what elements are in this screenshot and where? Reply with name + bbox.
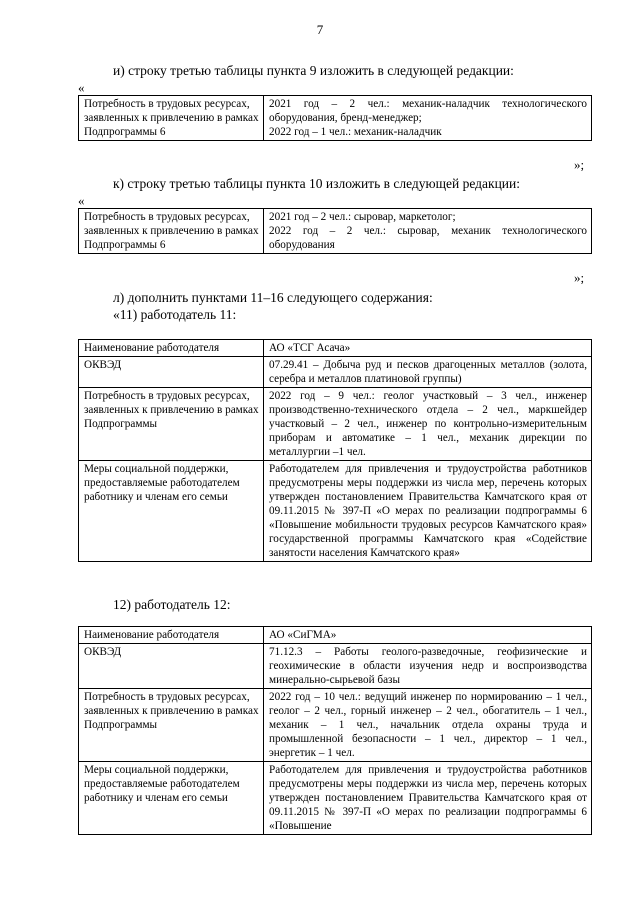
page-number: 7 bbox=[316, 22, 324, 37]
table-cell-value: 2022 год – 9 чел.: геолог участковый – 3 чел., инженер производственно-технического отдела – 2 чел., маркшейдер участковый – 2 чел., инженер по контрольно-измерительным приборам и автоматике – 1 чел., механик дирекции по металлургии –1 чел. bbox=[264, 388, 592, 461]
table-row bbox=[79, 689, 592, 762]
table-cell-label: Потребность в трудовых ресурсах, заявленных к привлечению в рамках Подпрограммы 6 bbox=[79, 209, 264, 254]
table-cell-value: 07.29.41 – Добыча руд и песков драгоценных металлов (золота, серебра и металлов платиновой группы) bbox=[264, 357, 592, 388]
table-cell-value: АО «СиГМА» bbox=[264, 627, 592, 644]
item-11-heading: «11) работодатель 11: bbox=[113, 307, 237, 322]
table-cell-value bbox=[264, 209, 592, 254]
table-cell-value: 2022 год – 10 чел.: ведущий инженер по нормированию – 1 чел., геолог – 2 чел., горный инженер – 2 чел., обогатитель – 1 чел., механик – 1 чел., начальник отдела охраны труда и промышленной безопасности – 1 чел., директор – 1 чел., энергетик – 1 чел. bbox=[264, 689, 592, 762]
table-row bbox=[79, 357, 592, 388]
table-cell-label: Меры социальной поддержки, предоставляемые работодателем работнику и членам его семьи bbox=[79, 762, 264, 835]
table-cell-value: АО «ТСГ Асача» bbox=[264, 340, 592, 357]
close-quote: »; bbox=[574, 157, 585, 172]
table-row bbox=[79, 388, 592, 461]
item-12-heading: 12) работодатель 12: bbox=[113, 597, 231, 612]
table-cell-value: Работодателем для привлечения и трудоустройства работников предусмотрены меры поддержки из числа мер, перечень которых утвержден постановлением Правительства Камчатского края от 09.11.2015 № 397-П «О мерах по реализации подпрограммы 6 «Повышение bbox=[264, 762, 592, 835]
value-line: 2021 год – 2 чел.: сыровар, маркетолог; bbox=[269, 211, 456, 223]
table-employer-12 bbox=[78, 626, 592, 835]
table-cell-value: Работодателем для привлечения и трудоустройства работников предусмотрены меры поддержки из числа мер, перечень которых утвержден постановлением Правительства Камчатского края от 09.11.2015 № 397-П «О мерах по реализации подпрограммы 6 «Повышение мобильности трудовых ресурсов Камчатского края» государственной программы Камчатского края «Содействие занятости населения Камчатского края» bbox=[264, 461, 592, 562]
open-quote: « bbox=[78, 193, 85, 208]
table-cell-label: Потребность в трудовых ресурсах, заявленных к привлечению в рамках Подпрограммы bbox=[79, 388, 264, 461]
table-row bbox=[79, 340, 592, 357]
table-row bbox=[79, 627, 592, 644]
table-row bbox=[79, 644, 592, 689]
table-row bbox=[79, 96, 592, 141]
value-line: 2021 год – 2 чел.: механик-наладчик технологического оборудования, бренд-менеджер; bbox=[269, 98, 587, 124]
table-cell-label: Меры социальной поддержки, предоставляемые работодателем работнику и членам его семьи bbox=[79, 461, 264, 562]
table-cell-label: ОКВЭД bbox=[79, 644, 264, 689]
table-cell-label: Потребность в трудовых ресурсах, заявленных к привлечению в рамках Подпрограммы bbox=[79, 689, 264, 762]
table-cell-value: 71.12.3 – Работы геолого-разведочные, геофизические и геохимические в области изучения недр и воспроизводства минерально-сырьевой базы bbox=[264, 644, 592, 689]
table-row bbox=[79, 461, 592, 562]
value-line: 2022 год – 1 чел.: механик-наладчик bbox=[269, 126, 442, 138]
table-row bbox=[79, 209, 592, 254]
close-quote: »; bbox=[574, 270, 585, 285]
table-cell-value bbox=[264, 96, 592, 141]
table-cell-label: ОКВЭД bbox=[79, 357, 264, 388]
open-quote: « bbox=[78, 80, 85, 95]
paragraph-i: и) строку третью таблицы пункта 9 изложить в следующей редакции: bbox=[113, 63, 514, 78]
table-employer-11 bbox=[78, 339, 592, 562]
paragraph-l: л) дополнить пунктами 11–16 следующего содержания: bbox=[113, 290, 433, 305]
table-i bbox=[78, 95, 592, 141]
table-k bbox=[78, 208, 592, 254]
table-cell-label: Потребность в трудовых ресурсах, заявленных к привлечению в рамках Подпрограммы 6 bbox=[79, 96, 264, 141]
table-row bbox=[79, 762, 592, 835]
table-cell-label: Наименование работодателя bbox=[79, 627, 264, 644]
paragraph-k: к) строку третью таблицы пункта 10 изложить в следующей редакции: bbox=[113, 176, 520, 191]
value-line: 2022 год – 2 чел.: сыровар, механик технологического оборудования bbox=[269, 225, 587, 251]
table-cell-label: Наименование работодателя bbox=[79, 340, 264, 357]
